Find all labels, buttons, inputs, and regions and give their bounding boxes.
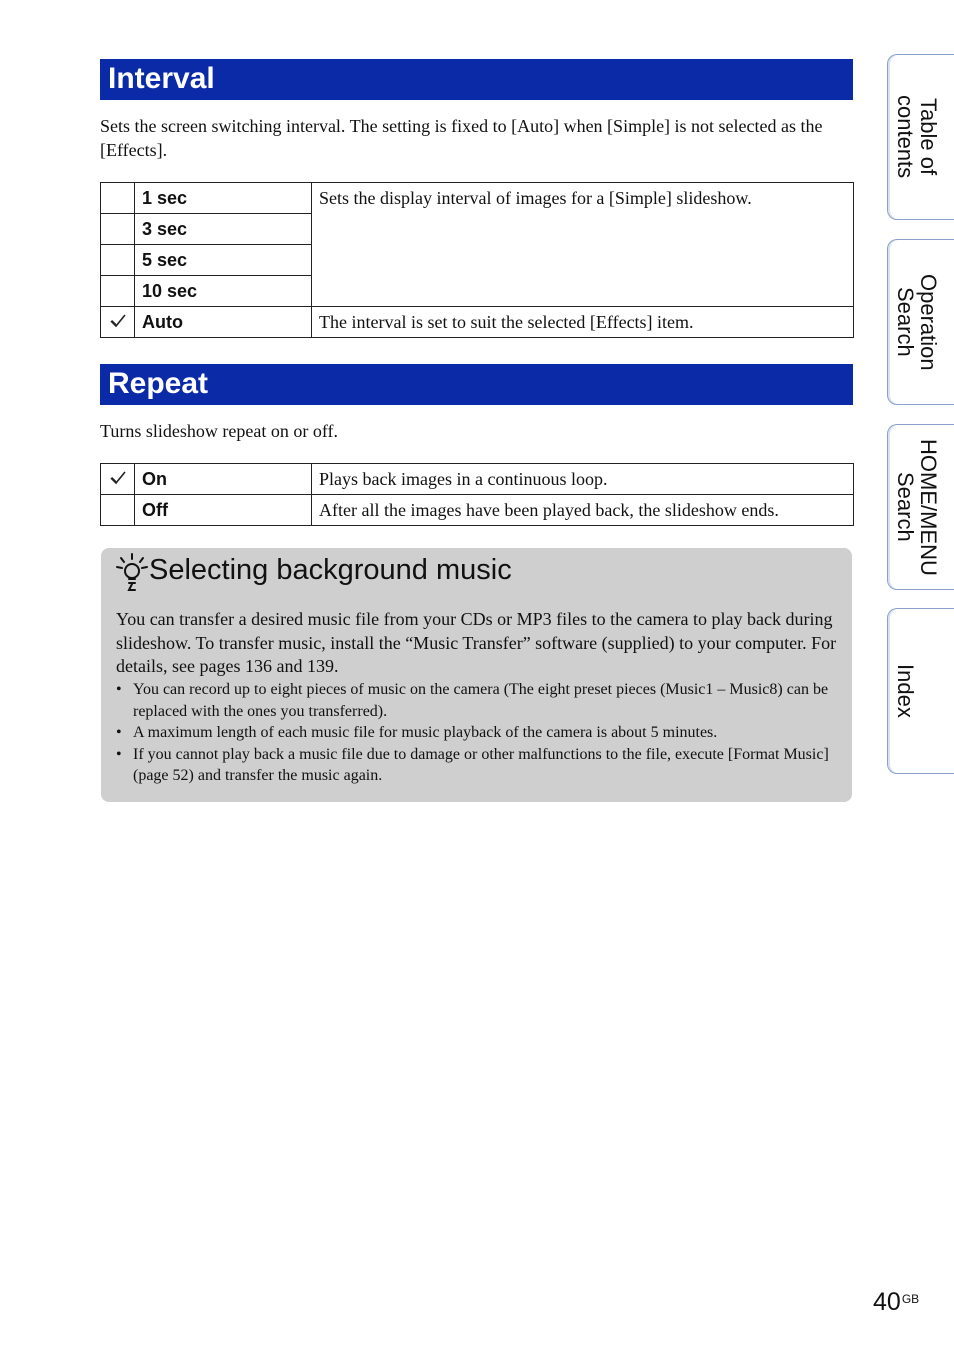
option-description: Sets the display interval of images for a [Simple] slideshow. xyxy=(312,183,854,307)
page-number-value: 40 xyxy=(873,1288,901,1316)
side-tab-index[interactable] xyxy=(887,608,954,774)
option-label: 3 sec xyxy=(135,214,312,245)
option-label: Off xyxy=(135,495,312,526)
side-tab-operation-search[interactable] xyxy=(887,239,954,405)
side-tab-home-menu-search[interactable] xyxy=(887,424,954,590)
list-item: • You can record up to eight pieces of music on the camera (The eight preset pieces (Music1 – Music8) can be replaced with the ones you transferred). xyxy=(116,679,838,722)
tip-title: Selecting background music xyxy=(149,554,512,586)
table-row xyxy=(101,495,854,526)
check-cell xyxy=(101,307,135,338)
table-row xyxy=(101,183,854,214)
option-label: 5 sec xyxy=(135,245,312,276)
interval-options-table xyxy=(100,182,854,338)
checkmark-icon xyxy=(110,314,126,328)
page-number xyxy=(873,1288,919,1317)
option-description: Plays back images in a continuous loop. xyxy=(312,464,854,495)
option-label: Auto xyxy=(135,307,312,338)
option-label: On xyxy=(135,464,312,495)
check-cell xyxy=(101,276,135,307)
side-tab-label: Index xyxy=(893,664,918,718)
table-row xyxy=(101,307,854,338)
page-number-suffix: GB xyxy=(901,1292,920,1306)
lightbulb-icon xyxy=(115,552,149,592)
option-description: The interval is set to suit the selected [Effects] item. xyxy=(312,307,854,338)
option-label: 10 sec xyxy=(135,276,312,307)
tip-box xyxy=(101,548,852,802)
check-cell xyxy=(101,245,135,276)
check-cell xyxy=(101,464,135,495)
check-cell xyxy=(101,183,135,214)
option-description: After all the images have been played back, the slideshow ends. xyxy=(312,495,854,526)
table-row xyxy=(101,464,854,495)
interval-description: Sets the screen switching interval. The setting is fixed to [Auto] when [Simple] is not selected as the [Effects]. xyxy=(100,116,823,160)
section-heading-repeat: Repeat xyxy=(100,364,853,405)
side-tab-label: HOME/MENU Search xyxy=(893,438,941,576)
check-cell xyxy=(101,214,135,245)
list-item: • If you cannot play back a music file due to damage or other malfunctions to the file, execute [Format Music] (page 52) and transfer the music again. xyxy=(116,744,838,787)
list-item: • A maximum length of each music file for music playback of the camera is about 5 minutes. xyxy=(116,722,838,744)
option-label: 1 sec xyxy=(135,183,312,214)
tip-body: You can transfer a desired music file from your CDs or MP3 files to the camera to play back during slideshow. To transfer music, install the “Music Transfer” software (supplied) to your computer. For details, see pages 136 and 139. xyxy=(116,609,837,676)
section-heading-interval: Interval xyxy=(100,59,853,100)
checkmark-icon xyxy=(110,471,126,485)
side-tab-label: Table of contents xyxy=(893,95,941,179)
repeat-options-table xyxy=(100,463,854,526)
tip-bullet-list xyxy=(116,679,838,787)
side-tab-table-of-contents[interactable] xyxy=(887,54,954,220)
check-cell xyxy=(101,495,135,526)
repeat-description: Turns slideshow repeat on or off. xyxy=(100,421,338,441)
side-tab-label: Operation Search xyxy=(893,273,941,371)
